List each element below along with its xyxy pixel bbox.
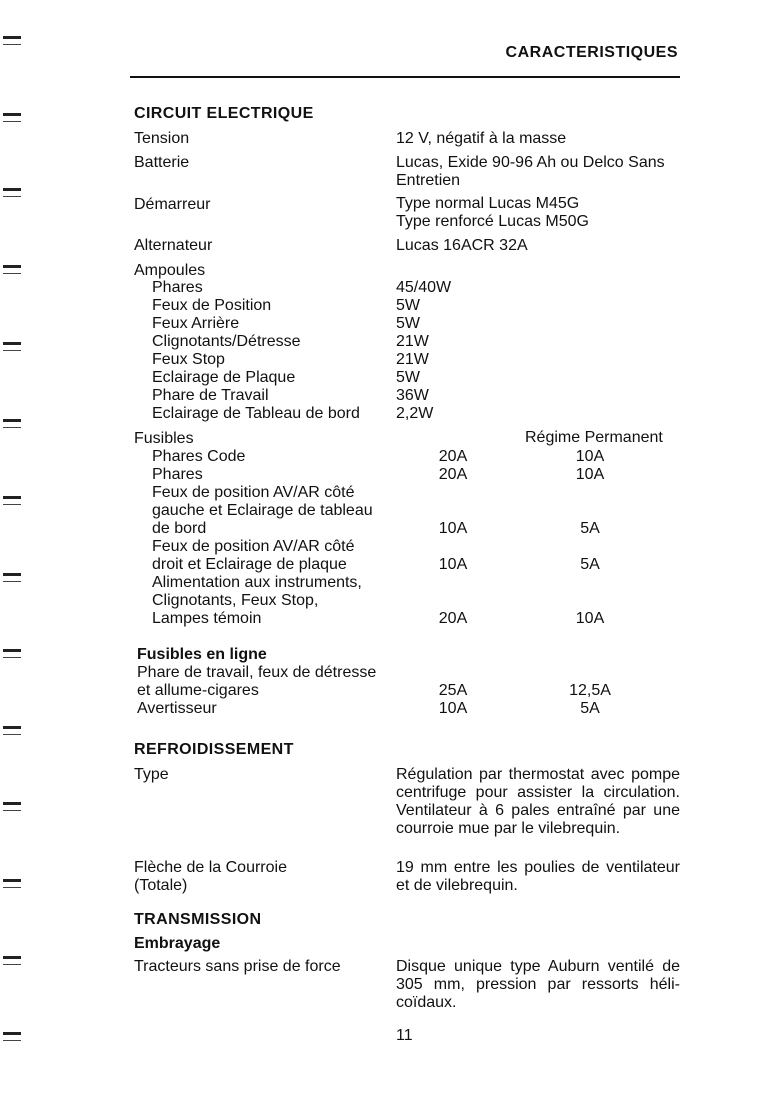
- section-heading-transmission: TRANSMISSION: [134, 911, 262, 928]
- type-label: Type: [134, 766, 169, 783]
- page-number: 11: [396, 1027, 413, 1044]
- fusible-ligne-regime: 12,5A: [569, 682, 611, 699]
- batterie-label: Batterie: [134, 154, 190, 171]
- ampoule-name: Feux Stop: [152, 351, 225, 368]
- ampoule-name: Eclairage de Tableau de bord: [152, 405, 360, 422]
- fusible-name-line: Alimentation aux instruments,: [152, 574, 362, 591]
- fusibles-ligne-heading: Fusibles en ligne: [137, 646, 267, 663]
- ampoule-name: Eclairage de Plaque: [152, 369, 296, 386]
- binding-mark: [3, 649, 21, 658]
- demarreur-value-line1: Type normal Lucas M45G: [396, 195, 580, 212]
- ampoule-name: Phare de Travail: [152, 387, 269, 404]
- binding-mark: [3, 265, 21, 274]
- ampoule-name: Clignotants/Détresse: [152, 333, 301, 350]
- ampoule-name: Phares: [152, 279, 203, 296]
- alternateur-label: Alternateur: [134, 237, 213, 254]
- fusible-name-line: gauche et Eclairage de tableau: [152, 502, 373, 519]
- fusible-name-line: Phares Code: [152, 448, 246, 465]
- binding-mark: [3, 726, 21, 735]
- fusibles-column-header: Régime Permanent: [525, 429, 663, 446]
- ampoule-value: 5W: [396, 297, 420, 314]
- page-header-title: CARACTERISTIQUES: [505, 44, 678, 61]
- ampoules-label: Ampoules: [134, 262, 206, 279]
- binding-mark: [3, 802, 21, 811]
- fusible-ligne-name-line: Avertisseur: [137, 700, 217, 717]
- fusible-name-line: de bord: [152, 520, 207, 537]
- fusible-ligne-name-line: Phare de travail, feux de détresse: [137, 664, 377, 681]
- fusible-name-line: Clignotants, Feux Stop,: [152, 592, 319, 609]
- fusible-ligne-rating: 10A: [438, 700, 468, 717]
- ampoule-value: 5W: [396, 369, 420, 386]
- type-value: Régulation par thermostat avec pompe centrifuge pour assister la circulation. Ventilateur à 6 pales entraîné par une courroie mue par le vilebrequin.: [396, 766, 680, 837]
- alternateur-value: Lucas 16ACR 32A: [396, 237, 528, 254]
- fusible-name-line: Feux de position AV/AR côté: [152, 538, 355, 555]
- ampoule-name: Feux de Position: [152, 297, 272, 314]
- fusible-rating: 20A: [438, 466, 468, 483]
- fusible-ligne-regime: 5A: [580, 700, 600, 717]
- binding-mark: [3, 496, 21, 505]
- ampoule-value: 21W: [396, 351, 429, 368]
- binding-mark: [3, 188, 21, 197]
- fusible-name-line: Lampes témoin: [152, 610, 262, 627]
- ampoule-value: 36W: [396, 387, 429, 404]
- embrayage-value: Disque unique type Auburn ventilé de 305 mm, pression par ressorts héli-coïdaux.: [396, 958, 680, 1011]
- embrayage-heading: Embrayage: [134, 935, 221, 952]
- tension-value: 12 V, négatif à la masse: [396, 130, 567, 147]
- demarreur-label: Démarreur: [134, 196, 211, 213]
- ampoule-value: 2,2W: [396, 405, 434, 422]
- fusible-rating: 20A: [438, 610, 468, 627]
- fusible-rating: 20A: [438, 448, 468, 465]
- fusible-regime: 10A: [575, 466, 605, 483]
- fusible-name-line: Phares: [152, 466, 203, 483]
- fusibles-label: Fusibles: [134, 430, 194, 447]
- fusible-rating: 10A: [438, 520, 468, 537]
- fusible-rating: 10A: [438, 556, 468, 573]
- fusible-regime: 10A: [575, 448, 605, 465]
- ampoule-value: 5W: [396, 315, 420, 332]
- fusible-name-line: Feux de position AV/AR côté: [152, 484, 355, 501]
- binding-mark: [3, 573, 21, 582]
- batterie-value-line2: Entretien: [396, 172, 461, 189]
- binding-mark: [3, 342, 21, 351]
- fusible-regime: 5A: [580, 520, 600, 537]
- binding-marks: [3, 0, 25, 1119]
- binding-mark: [3, 879, 21, 888]
- binding-mark: [3, 419, 21, 428]
- header-rule: [130, 76, 680, 78]
- embrayage-label: Tracteurs sans prise de force: [134, 958, 341, 975]
- binding-mark: [3, 113, 21, 122]
- fusible-regime: 5A: [580, 556, 600, 573]
- fusible-name-line: droit et Eclairage de plaque: [152, 556, 347, 573]
- fleche-value: 19 mm entre les poulies de ventilateur et de vilebrequin.: [396, 859, 680, 894]
- fleche-label-line1: Flèche de la Courroie: [134, 859, 287, 876]
- fleche-label-line2: (Totale): [134, 877, 188, 894]
- binding-mark: [3, 1032, 21, 1041]
- ampoule-value: 21W: [396, 333, 429, 350]
- demarreur-value-line2: Type renforcé Lucas M50G: [396, 213, 589, 230]
- binding-mark: [3, 956, 21, 965]
- tension-label: Tension: [134, 130, 190, 147]
- fusible-ligne-rating: 25A: [438, 682, 468, 699]
- section-heading-circuit: CIRCUIT ELECTRIQUE: [134, 105, 314, 122]
- fusible-ligne-name-line: et allume-cigares: [137, 682, 259, 699]
- batterie-value-line1: Lucas, Exide 90-96 Ah ou Delco Sans: [396, 154, 665, 171]
- binding-mark: [3, 36, 21, 45]
- fusible-regime: 10A: [575, 610, 605, 627]
- ampoule-name: Feux Arrière: [152, 315, 240, 332]
- section-heading-refroidissement: REFROIDISSEMENT: [134, 741, 294, 758]
- ampoule-value: 45/40W: [396, 279, 452, 296]
